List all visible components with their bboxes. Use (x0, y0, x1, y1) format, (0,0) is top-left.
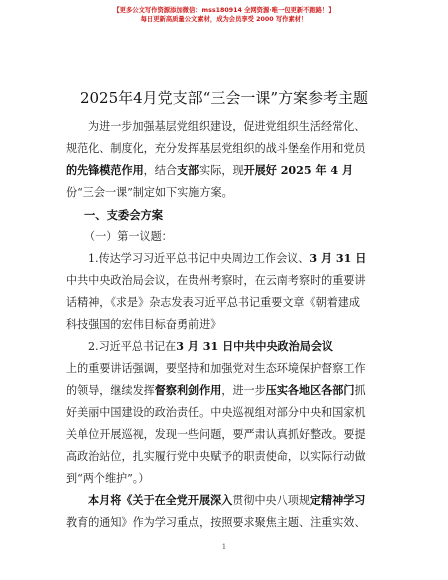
item-2-paragraph (66, 336, 396, 490)
item-2-emphasis-2: 督察利剑作用 (154, 384, 222, 397)
item-1-emphasis: 3 月 31 日 (309, 252, 367, 265)
item-1-line-3: 话精神，《求是》杂志发表习近平总书记重要文章《朝着建成 (66, 296, 360, 309)
promo-banner-line-1: 【更多公文写作资源添加微信：mss180914 全网资源·唯一包更新不跑路！】 (113, 7, 335, 14)
intro-line-4: 份“三会一课”制定如下实施方案。 (66, 186, 233, 199)
section-heading: 一、支委会方案 (84, 208, 164, 222)
item-2-line-3 (66, 380, 396, 402)
item-2-emphasis-1: 3 月 31 日中共中央政治局会议 (176, 340, 334, 353)
intro-paragraph (66, 116, 396, 204)
item-1-line-2: 中共中央政治局会议，在贵州考察时，在云南考察时的重要讲 (66, 274, 366, 287)
item-2-line-7: 到“两个维护”。） (66, 472, 150, 485)
item-2-line-4: 好美丽中国建设的政治责任。中央巡视组对部分中央和国家机 (66, 406, 366, 419)
item-2-line-2: 上的重要讲话强调，要坚持和加强党对生态环境保护督察工作 (66, 362, 366, 375)
item-1-text: 1.传达学习习近平总书记中央周边工作会议、 (88, 252, 310, 265)
item-3-emphasis-3: 定精神学习 (309, 494, 366, 507)
subsection-heading: （一）第一议题： (84, 230, 173, 243)
promo-banner-line-2: 每日更新高质量公文素材，成为会员享受 2000 写作素材！ (140, 16, 308, 23)
intro-emphasis-3: 开展好 2025 年 4 月 (243, 164, 354, 177)
intro-emphasis-1: 的先锋模范作用 (66, 164, 144, 177)
item-2-text-2: 的领导，继续发挥 (66, 384, 155, 397)
item-1-line-1 (66, 248, 396, 270)
item-1-paragraph (66, 248, 396, 336)
item-2-text: 2.习近平总书记在 (88, 340, 177, 353)
item-1-line-4: 科技强国的宏伟目标奋勇前进》 (66, 318, 222, 331)
intro-line-2: 规范化、制度化，充分发挥基层党组织的战斗堡垒作用和党员 (66, 142, 366, 155)
item-2-line-1 (66, 336, 396, 358)
promo-banner (0, 6, 448, 24)
item-2-emphasis-3: 压实各地区各部门 (265, 384, 355, 397)
item-3-emphasis-1: 本月将 (88, 494, 122, 507)
intro-line-1: 为进一步加强基层党组织建设，促进党组织生活经常化、 (88, 120, 366, 133)
item-2-text-3: ，进一步 (221, 384, 266, 397)
item-3-paragraph (66, 490, 396, 534)
intro-text-1: ，结合 (143, 164, 177, 177)
item-3-emphasis-2: 《关于在全党开展深入 (121, 494, 233, 507)
item-2-line-5: 关单位开展巡视，发现一些问题，要严肃认真抓好整改。要提 (66, 428, 366, 441)
intro-text-2: 实际，现 (199, 164, 244, 177)
item-3-text: 贯彻中央八项规 (232, 494, 310, 507)
intro-line-3 (66, 160, 396, 182)
item-2-text-4: 抓 (354, 384, 366, 397)
document-title: 2025年4月党支部“三会一课”方案参考主题 (79, 89, 369, 107)
item-2-line-6: 高政治站位，扎实履行党中央赋予的职责使命，以实际行动做 (66, 450, 366, 463)
item-3-line-2: 教育的通知》作为学习重点，按照要求聚焦主题、注重实效、 (66, 516, 366, 529)
intro-emphasis-2: 支部 (176, 164, 200, 177)
page-number: 1 (221, 543, 227, 551)
item-3-line-1 (66, 490, 396, 512)
